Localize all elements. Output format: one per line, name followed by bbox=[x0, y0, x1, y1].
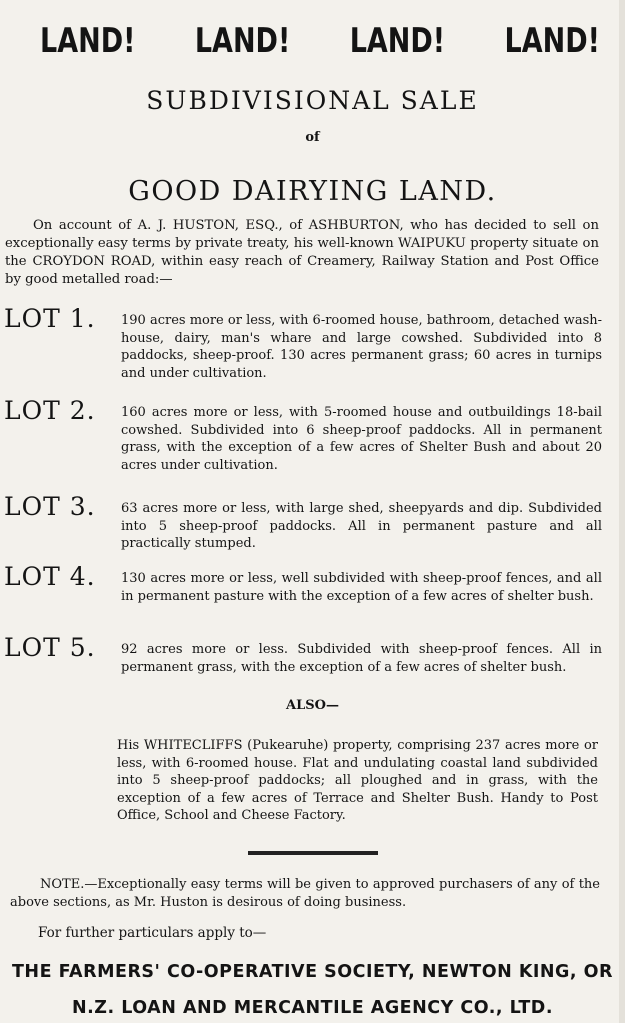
sale-subtitle: SUBDIVISIONAL SALE bbox=[146, 86, 479, 115]
note-paragraph: NOTE.—Exceptionally easy terms will be given to approved purchasers of any of the above sections, as Mr. Huston is desirous of doing business. bbox=[10, 877, 600, 910]
lot-description: 190 acres more or less, with 6-roomed house, bathroom, detached wash-house, dairy, man's whare and large cowshed. Subdivided into 8 paddocks, sheep-proof. 130 acres permanent grass; 60 acres in turnips and under cultivation. bbox=[121, 313, 602, 381]
banner-word: LAND! bbox=[194, 22, 291, 61]
banner-word: LAND! bbox=[40, 22, 136, 61]
lot-label: LOT 2. bbox=[4, 396, 96, 425]
agency-line-2: N.Z. LOAN AND MERCANTILE AGENCY CO., LTD. bbox=[72, 998, 553, 1018]
lot-entry-5 bbox=[4, 633, 602, 731]
page-edge-shadow bbox=[619, 0, 625, 1023]
lot-description: 160 acres more or less, with 5-roomed house and outbuildings 18-bail cowshed. Subdivided into 6 sheep-proof paddocks. All in permanent grass, with the exception of a few acres of Shelter Bush and about 20 acres under cultivation. bbox=[121, 405, 602, 473]
lot-label: LOT 3. bbox=[4, 492, 96, 521]
agency-line-1: THE FARMERS' CO-OPERATIVE SOCIETY, NEWTON KING, OR bbox=[11, 962, 614, 982]
further-particulars: For further particulars apply to— bbox=[38, 925, 267, 941]
divider-rule bbox=[248, 851, 378, 855]
lot-entry-2 bbox=[4, 396, 602, 494]
lot-label: LOT 1. bbox=[4, 304, 96, 333]
of-connector: of bbox=[305, 130, 320, 145]
lot-label: LOT 4. bbox=[4, 562, 96, 591]
lot-label: LOT 5. bbox=[4, 633, 96, 662]
lot-entry-1 bbox=[4, 304, 602, 402]
page-title: GOOD DAIRYING LAND. bbox=[128, 176, 497, 207]
whitecliffs-paragraph: His WHITECLIFFS (Pukearuhe) property, comprising 237 acres more or less, with 6-roomed house. Flat and undulating coastal land subdivided into 5 sheep-proof paddocks; all ploughed and in grass, with the exception of a few acres of Terrace and Shelter Bush. Handy to Post Office, School and Cheese Factory. bbox=[117, 738, 598, 823]
lot-description: 92 acres more or less. Subdivided with sheep-proof fences. All in permanent grass, with the exception of a few acres of shelter bush. bbox=[121, 642, 602, 675]
also-heading: ALSO— bbox=[286, 698, 339, 713]
lot-description: 130 acres more or less, well subdivided with sheep-proof fences, and all in permanent pasture with the exception of a few acres of shelter bush. bbox=[121, 571, 602, 604]
banner-word: LAND! bbox=[349, 22, 446, 61]
lot-description: 63 acres more or less, with large shed, sheepyards and dip. Subdivided into 5 sheep-proof paddocks. All in permanent pasture and all practically stumped. bbox=[121, 501, 602, 551]
banner-word: LAND! bbox=[504, 22, 600, 61]
intro-paragraph: On account of A. J. HUSTON, ESQ., of ASHBURTON, who has decided to sell on exceptionally easy terms by private treaty, his well-known WAIPUKU property situate on the CROYDON ROAD, within easy reach of Creamery, Railway Station and Post Office by good metalled road:— bbox=[5, 218, 599, 287]
banner-headline bbox=[40, 22, 600, 61]
